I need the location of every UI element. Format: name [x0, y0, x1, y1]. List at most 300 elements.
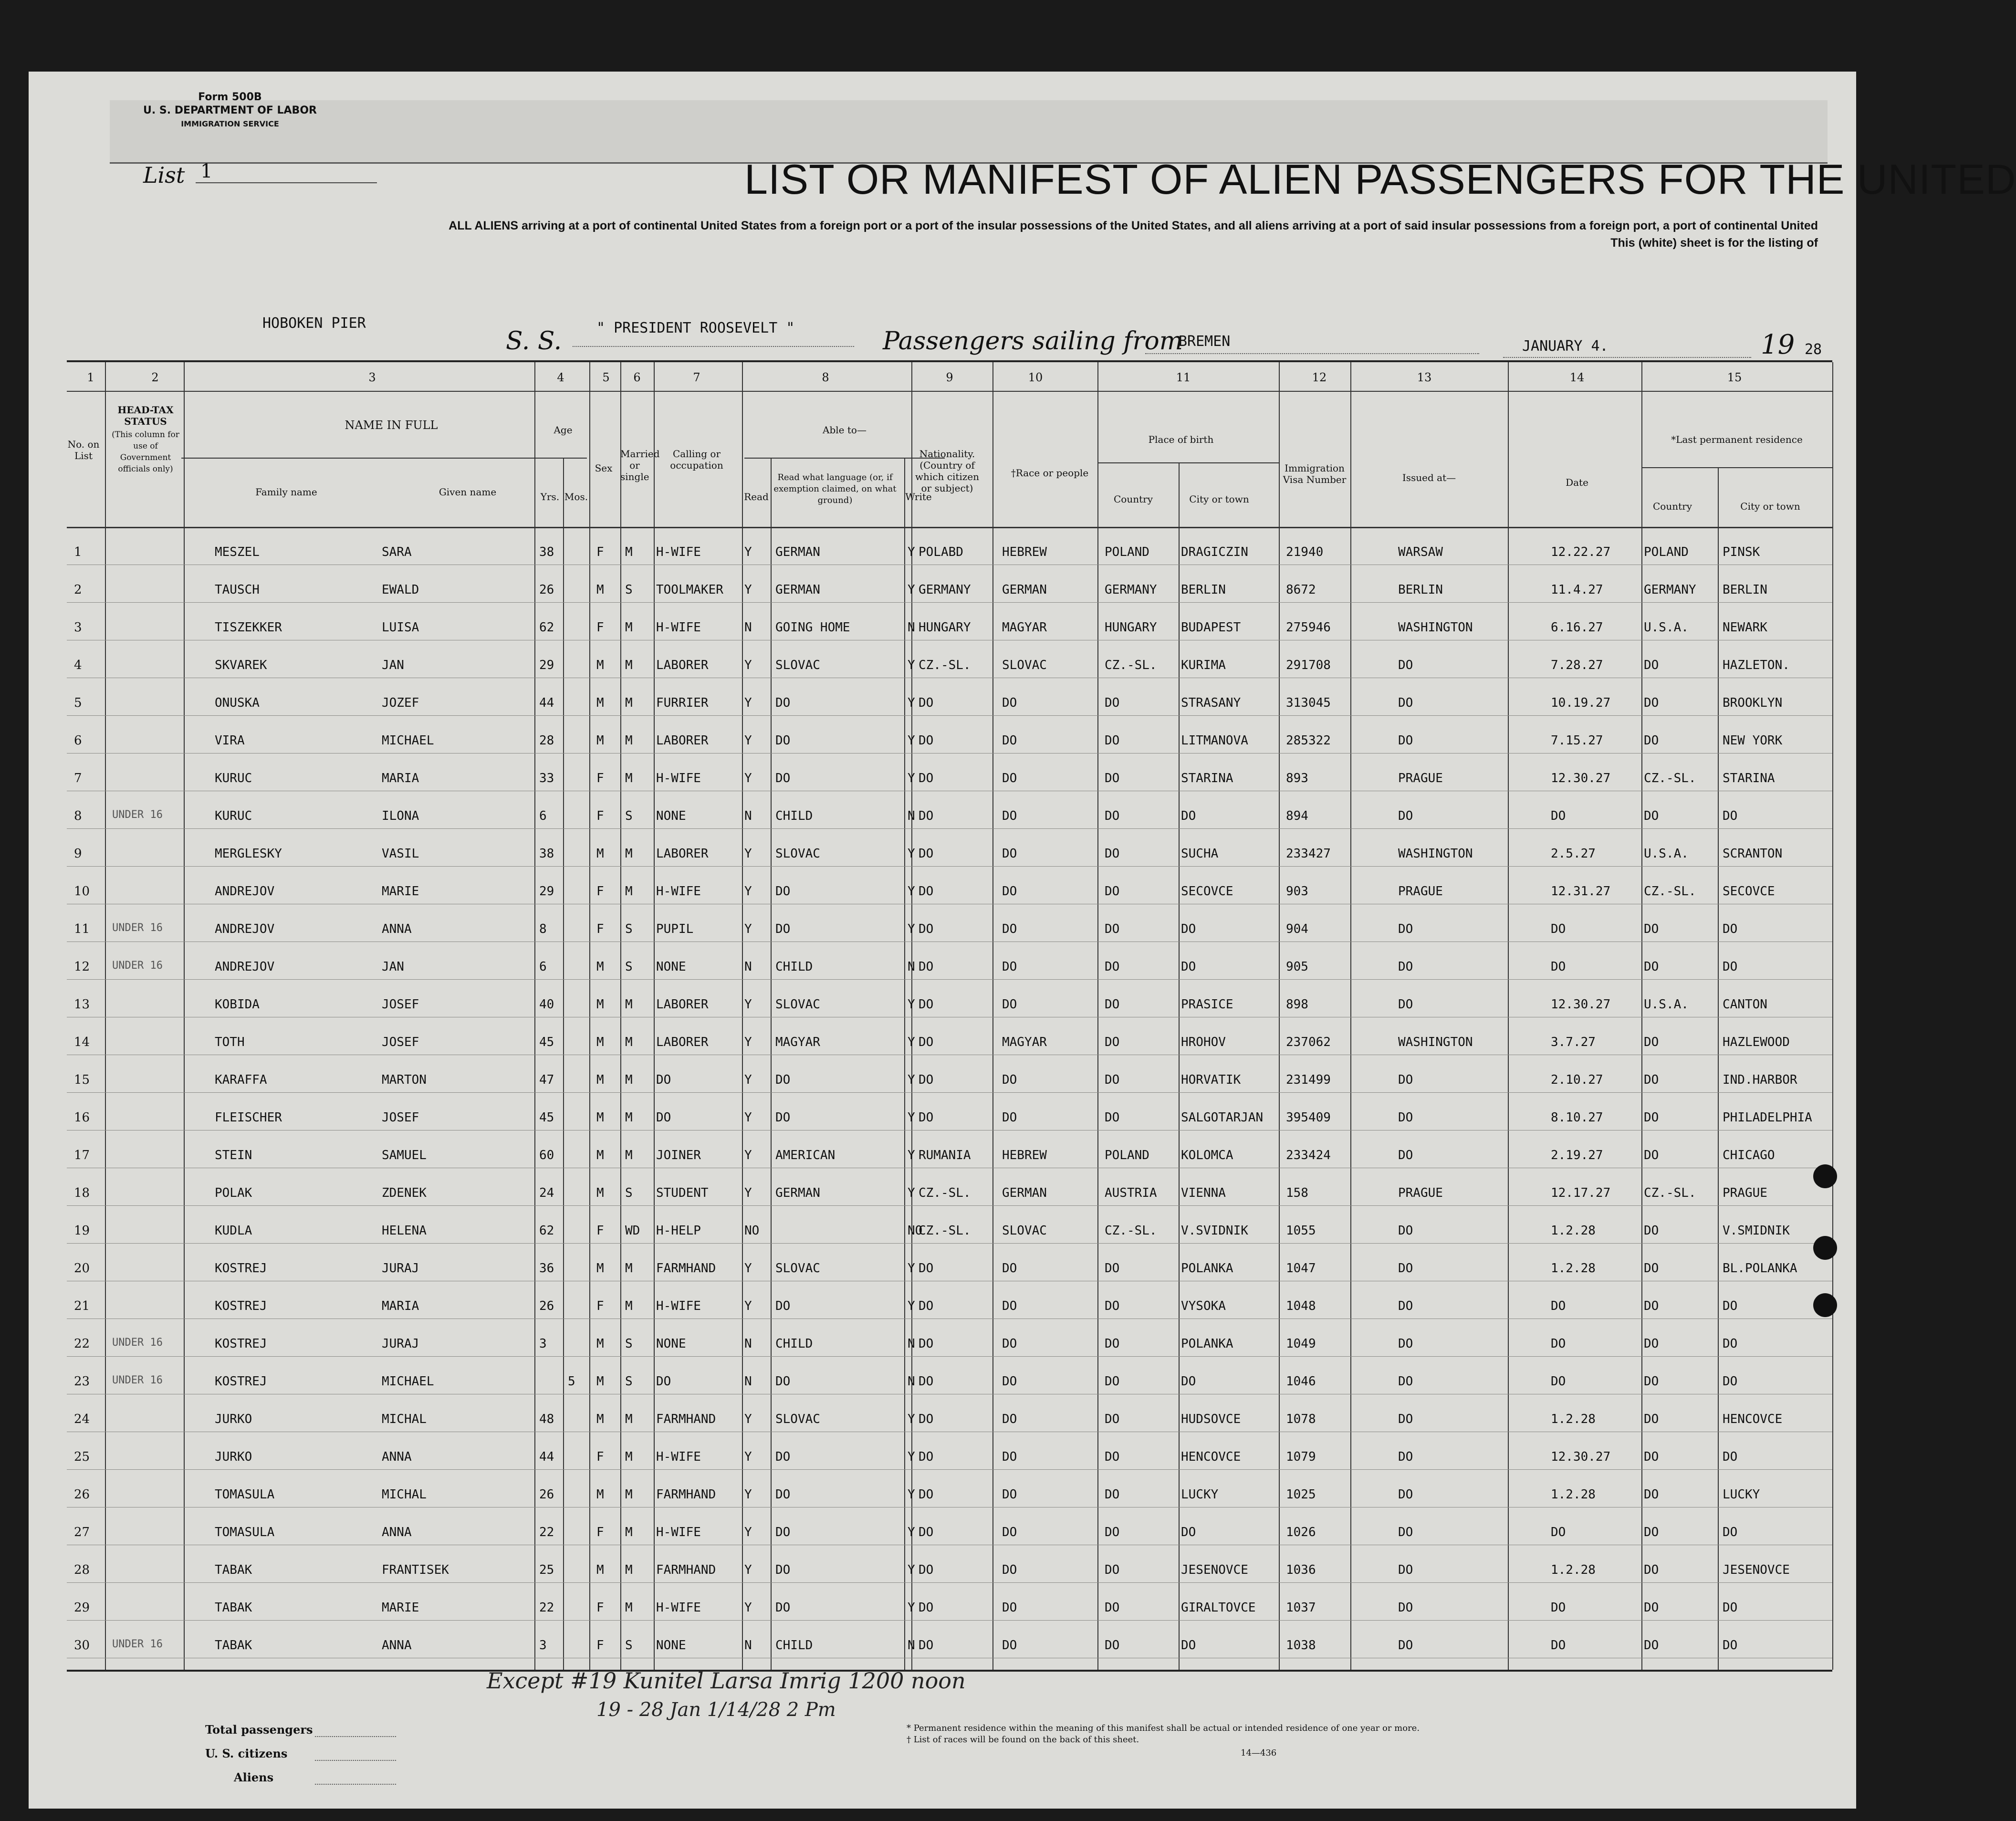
- nationality: RUMANIA: [919, 1148, 971, 1162]
- row-number: 20: [74, 1261, 90, 1276]
- issue-date: DO: [1551, 960, 1566, 974]
- marital-status: M: [625, 771, 633, 785]
- occupation: FARMHAND: [656, 1412, 716, 1426]
- row-divider: [67, 1092, 1832, 1093]
- issued-at: DO: [1398, 1412, 1413, 1426]
- can-read: Y: [744, 922, 752, 936]
- residence-city: STARINA: [1723, 771, 1775, 785]
- colnum-5: 5: [602, 371, 610, 384]
- visa-number: 1055: [1286, 1224, 1316, 1238]
- given-name: JURAJ: [382, 1261, 419, 1276]
- family-name: STEIN: [215, 1148, 252, 1162]
- hdr-yrs: Yrs.: [540, 491, 560, 502]
- hdr-family-name: Family name: [255, 486, 317, 498]
- can-write: Y: [908, 1261, 915, 1276]
- can-read: Y: [744, 1563, 752, 1577]
- residence-city: DO: [1723, 1337, 1738, 1351]
- issue-date: DO: [1551, 922, 1566, 936]
- marital-status: M: [625, 884, 633, 899]
- race: DO: [1002, 997, 1017, 1012]
- can-write: Y: [908, 1563, 915, 1577]
- birth-city: SECOVCE: [1181, 884, 1233, 899]
- nationality: DO: [919, 1374, 934, 1389]
- colnum-2: 2: [151, 371, 159, 384]
- can-read: Y: [744, 733, 752, 748]
- read-language: DO: [775, 696, 791, 710]
- residence-country: DO: [1644, 1601, 1659, 1615]
- can-read: N: [744, 1337, 752, 1351]
- punch-hole: [1813, 1164, 1837, 1188]
- birth-city: GIRALTOVCE: [1181, 1601, 1256, 1615]
- visa-number: 1078: [1286, 1412, 1316, 1426]
- read-language: DO: [775, 1299, 791, 1313]
- residence-country: DO: [1644, 696, 1659, 710]
- total-dotline: [315, 1736, 396, 1737]
- column-divider: [654, 362, 655, 1670]
- can-read: Y: [744, 847, 752, 861]
- marital-status: S: [625, 809, 633, 823]
- given-name: MARTON: [382, 1073, 427, 1087]
- read-language: CHILD: [775, 1337, 813, 1351]
- department-name: U. S. DEPARTMENT OF LABOR: [143, 105, 317, 116]
- departure-port: BREMEN: [1179, 333, 1231, 350]
- issued-at: DO: [1398, 960, 1413, 974]
- marital-status: M: [625, 847, 633, 861]
- row-divider: [67, 1620, 1832, 1621]
- residence-country: DO: [1644, 1525, 1659, 1539]
- sex: M: [596, 847, 604, 861]
- hdr-no-on-list: No. on List: [67, 439, 100, 461]
- manifest-table: [67, 360, 1832, 1672]
- row-divider: [67, 602, 1832, 603]
- read-language: MAGYAR: [775, 1035, 820, 1049]
- residence-country: DO: [1644, 1110, 1659, 1125]
- read-language: DO: [775, 1110, 791, 1125]
- occupation: LABORER: [656, 847, 709, 861]
- birth-city: DO: [1181, 1525, 1196, 1539]
- family-name: TABAK: [215, 1601, 252, 1615]
- column-divider: [1097, 362, 1098, 1670]
- occupation: FARMHAND: [656, 1487, 716, 1502]
- given-name: ANNA: [382, 1525, 412, 1539]
- residence-city: LUCKY: [1723, 1487, 1760, 1502]
- citizens-dotline: [315, 1760, 396, 1761]
- sex: F: [596, 545, 604, 559]
- race: SLOVAC: [1002, 1224, 1047, 1238]
- residence-country: CZ.-SL.: [1644, 771, 1696, 785]
- can-write: Y: [908, 1525, 915, 1539]
- issued-at: DO: [1398, 658, 1413, 672]
- colnum-15: 15: [1727, 371, 1742, 384]
- list-value: 1: [200, 160, 213, 182]
- row-number: 8: [74, 809, 82, 823]
- row-number: 25: [74, 1450, 90, 1464]
- age-years: 45: [539, 1110, 554, 1125]
- nationality: DO: [919, 922, 934, 936]
- given-name: MICHAEL: [382, 733, 434, 748]
- age-years: 6: [539, 960, 547, 974]
- column-divider: [1279, 362, 1280, 1670]
- birth-city: KOLOMCA: [1181, 1148, 1233, 1162]
- year-suffix: 28: [1805, 341, 1822, 358]
- subtitle-line-1: ALL ALIENS arriving at a port of continental United States from a foreign port or a port of the insular possessions of the United States, and all aliens arriving at a port of said insular possessions from a foreign port, a port of continental United: [449, 219, 1818, 232]
- can-write: Y: [908, 1412, 915, 1426]
- visa-number: 1046: [1286, 1374, 1316, 1389]
- can-write: Y: [908, 1110, 915, 1125]
- birth-city: STRASANY: [1181, 696, 1241, 710]
- occupation: H-WIFE: [656, 1601, 701, 1615]
- issue-date: 7.28.27: [1551, 658, 1603, 672]
- residence-country: DO: [1644, 1073, 1659, 1087]
- residence-city: CANTON: [1723, 997, 1767, 1012]
- age-years: 29: [539, 658, 554, 672]
- page-title: LIST OR MANIFEST OF ALIEN PASSENGERS FOR THE UNITED: [744, 156, 2016, 203]
- read-language: DO: [775, 1073, 791, 1087]
- row-number: 23: [74, 1374, 90, 1389]
- hdr-issued-at: Issued at—: [1402, 472, 1456, 483]
- row-divider: [67, 1205, 1832, 1206]
- colnum-12: 12: [1312, 371, 1327, 384]
- row-number: 6: [74, 733, 82, 748]
- residence-country: U.S.A.: [1644, 997, 1689, 1012]
- given-name: ANNA: [382, 1450, 412, 1464]
- issue-date: 12.17.27: [1551, 1186, 1611, 1200]
- hdr-write: Write: [905, 491, 932, 502]
- occupation: FARMHAND: [656, 1261, 716, 1276]
- sex: M: [596, 1412, 604, 1426]
- row-divider: [67, 979, 1832, 980]
- sex: M: [596, 1261, 604, 1276]
- issued-at: DO: [1398, 1374, 1413, 1389]
- age-years: 47: [539, 1073, 554, 1087]
- issued-at: DO: [1398, 1261, 1413, 1276]
- birth-city: DO: [1181, 1638, 1196, 1653]
- hdr-mos: Mos.: [564, 491, 588, 502]
- birth-country: GERMANY: [1105, 583, 1157, 597]
- read-language: DO: [775, 1525, 791, 1539]
- issue-date: 1.2.28: [1551, 1412, 1596, 1426]
- column-divider: [1350, 362, 1351, 1670]
- occupation: H-WIFE: [656, 884, 701, 899]
- read-language: SLOVAC: [775, 658, 820, 672]
- birth-country: DO: [1105, 1412, 1120, 1426]
- birth-city: DO: [1181, 1374, 1196, 1389]
- read-language: GOING HOME: [775, 620, 850, 635]
- can-read: Y: [744, 1035, 752, 1049]
- residence-city: NEW YORK: [1723, 733, 1783, 748]
- can-write: Y: [908, 771, 915, 785]
- residence-city: DO: [1723, 922, 1738, 936]
- visa-number: 233427: [1286, 847, 1331, 861]
- given-name: MARIE: [382, 1601, 419, 1615]
- row-number: 2: [74, 583, 82, 597]
- family-name: KUDLA: [215, 1224, 252, 1238]
- row-number: 19: [74, 1224, 90, 1238]
- age-years: 6: [539, 809, 547, 823]
- visa-number: 231499: [1286, 1073, 1331, 1087]
- family-name: KOSTREJ: [215, 1374, 267, 1389]
- nationality: DO: [919, 1337, 934, 1351]
- service-name: IMMIGRATION SERVICE: [181, 119, 279, 128]
- head-tax-status: UNDER 16: [112, 809, 163, 821]
- residence-city: SCRANTON: [1723, 847, 1783, 861]
- sex: F: [596, 620, 604, 635]
- marital-status: M: [625, 620, 633, 635]
- residence-country: DO: [1644, 1035, 1659, 1049]
- colnum-8: 8: [822, 371, 829, 384]
- row-number: 17: [74, 1148, 90, 1162]
- given-name: VASIL: [382, 847, 419, 861]
- family-name: KOSTREJ: [215, 1337, 267, 1351]
- nationality: DO: [919, 1525, 934, 1539]
- underlying-sheet-strip: [110, 100, 1828, 164]
- family-name: TAUSCH: [215, 583, 260, 597]
- row-number: 7: [74, 771, 82, 785]
- residence-country: DO: [1644, 809, 1659, 823]
- occupation: DO: [656, 1374, 671, 1389]
- sex: M: [596, 658, 604, 672]
- occupation: TOOLMAKER: [656, 583, 723, 597]
- column-divider: [105, 362, 106, 1670]
- sex: F: [596, 1525, 604, 1539]
- can-read: Y: [744, 1186, 752, 1200]
- can-read: Y: [744, 583, 752, 597]
- race: GERMAN: [1002, 583, 1047, 597]
- occupation: FARMHAND: [656, 1563, 716, 1577]
- hdr-age: Age: [554, 424, 573, 436]
- given-name: JAN: [382, 658, 404, 672]
- residence-city: DO: [1723, 809, 1738, 823]
- punch-hole: [1813, 1293, 1837, 1317]
- birth-country: HUNGARY: [1105, 620, 1157, 635]
- issue-date: 12.31.27: [1551, 884, 1611, 899]
- can-write: N: [908, 620, 915, 635]
- visa-number: 285322: [1286, 733, 1331, 748]
- given-name: SARA: [382, 545, 412, 559]
- family-name: TISZEKKER: [215, 620, 282, 635]
- occupation: H-WIFE: [656, 771, 701, 785]
- age-years: 44: [539, 1450, 554, 1464]
- residence-city: HAZLETON.: [1723, 658, 1790, 672]
- list-label: List: [143, 162, 185, 188]
- residence-city: PHILADELPHIA: [1723, 1110, 1812, 1125]
- marital-status: S: [625, 1337, 633, 1351]
- visa-number: 158: [1286, 1186, 1308, 1200]
- given-name: JOSEF: [382, 1035, 419, 1049]
- can-write: N: [908, 1337, 915, 1351]
- residence-city: DO: [1723, 1374, 1738, 1389]
- age-years: 45: [539, 1035, 554, 1049]
- birth-country: DO: [1105, 1525, 1120, 1539]
- nationality: DO: [919, 1601, 934, 1615]
- issue-date: DO: [1551, 1525, 1566, 1539]
- row-divider: [67, 1582, 1832, 1583]
- occupation: H-WIFE: [656, 1299, 701, 1313]
- race: DO: [1002, 1299, 1017, 1313]
- birth-city: SUCHA: [1181, 847, 1219, 861]
- column-divider: [1832, 362, 1833, 1670]
- birth-country: CZ.-SL.: [1105, 1224, 1157, 1238]
- birth-city: LUCKY: [1181, 1487, 1219, 1502]
- visa-number: 1036: [1286, 1563, 1316, 1577]
- can-read: Y: [744, 1412, 752, 1426]
- issued-at: DO: [1398, 1110, 1413, 1125]
- nationality: CZ.-SL.: [919, 1186, 971, 1200]
- row-divider: [67, 1469, 1832, 1470]
- birth-city: DO: [1181, 960, 1196, 974]
- age-years: 26: [539, 583, 554, 597]
- colnum-14: 14: [1569, 371, 1585, 384]
- issued-at: PRAGUE: [1398, 771, 1443, 785]
- hdr-issue-date: Date: [1566, 477, 1588, 488]
- age-years: 22: [539, 1525, 554, 1539]
- nationality: DO: [919, 771, 934, 785]
- marital-status: S: [625, 960, 633, 974]
- birth-city: POLANKA: [1181, 1261, 1233, 1276]
- occupation: PUPIL: [656, 922, 694, 936]
- hdr-name-in-full: NAME IN FULL: [345, 419, 438, 432]
- marital-status: M: [625, 1412, 633, 1426]
- read-language: DO: [775, 771, 791, 785]
- age-years: 44: [539, 696, 554, 710]
- can-read: Y: [744, 1601, 752, 1615]
- issue-date: DO: [1551, 1337, 1566, 1351]
- race: DO: [1002, 696, 1017, 710]
- age-years: 22: [539, 1601, 554, 1615]
- row-number: 21: [74, 1299, 90, 1313]
- nationality: CZ.-SL.: [919, 1224, 971, 1238]
- row-number: 18: [74, 1186, 90, 1200]
- colnum-9: 9: [946, 371, 953, 384]
- visa-number: 233424: [1286, 1148, 1331, 1162]
- given-name: MICHAL: [382, 1487, 427, 1502]
- issue-date: 1.2.28: [1551, 1563, 1596, 1577]
- race: DO: [1002, 1525, 1017, 1539]
- issued-at: DO: [1398, 733, 1413, 748]
- issue-date: 12.30.27: [1551, 997, 1611, 1012]
- visa-number: 1047: [1286, 1261, 1316, 1276]
- can-write: Y: [908, 1148, 915, 1162]
- given-name: EWALD: [382, 583, 419, 597]
- race: DO: [1002, 733, 1017, 748]
- marital-status: S: [625, 1374, 633, 1389]
- row-divider: [67, 828, 1832, 829]
- nationality: DO: [919, 809, 934, 823]
- issued-at: WASHINGTON: [1398, 847, 1473, 861]
- hdr-read-language: Read what language (or, if exemption claimed, on what ground): [773, 472, 897, 505]
- birth-city: BUDAPEST: [1181, 620, 1241, 635]
- family-name: KARAFFA: [215, 1073, 267, 1087]
- subtitle: [406, 217, 1818, 251]
- issue-date: 1.2.28: [1551, 1224, 1596, 1238]
- given-name: FRANTISEK: [382, 1563, 449, 1577]
- race: DO: [1002, 1337, 1017, 1351]
- header-divider: [67, 391, 1832, 392]
- can-read: Y: [744, 1525, 752, 1539]
- issued-at: DO: [1398, 1563, 1413, 1577]
- occupation: H-WIFE: [656, 1525, 701, 1539]
- sex: M: [596, 1186, 604, 1200]
- sex: M: [596, 696, 604, 710]
- issue-date: 1.2.28: [1551, 1261, 1596, 1276]
- race: DO: [1002, 1638, 1017, 1653]
- row-number: 14: [74, 1035, 90, 1049]
- column-divider: [742, 362, 743, 1670]
- race: DO: [1002, 771, 1017, 785]
- family-name: KOSTREJ: [215, 1299, 267, 1313]
- race: DO: [1002, 1412, 1017, 1426]
- birth-country: DO: [1105, 1299, 1120, 1313]
- birth-country: DO: [1105, 1601, 1120, 1615]
- list-underline: [196, 182, 377, 183]
- hdr-place-of-birth: Place of birth: [1148, 434, 1214, 445]
- residence-country: DO: [1644, 922, 1659, 936]
- sex: M: [596, 1374, 604, 1389]
- given-name: ZDENEK: [382, 1186, 427, 1200]
- issue-date: 2.19.27: [1551, 1148, 1603, 1162]
- residence-country: DO: [1644, 1563, 1659, 1577]
- sex: M: [596, 1073, 604, 1087]
- hdr-visa: Immigration Visa Number: [1283, 462, 1347, 485]
- birth-country: DO: [1105, 696, 1120, 710]
- can-write: Y: [908, 1073, 915, 1087]
- issue-date: DO: [1551, 1638, 1566, 1653]
- form-header: [143, 91, 317, 131]
- can-read: N: [744, 809, 752, 823]
- race: DO: [1002, 1110, 1017, 1125]
- race: HEBREW: [1002, 1148, 1047, 1162]
- given-name: JAN: [382, 960, 404, 974]
- issue-date: DO: [1551, 1601, 1566, 1615]
- birth-city: LITMANOVA: [1181, 733, 1248, 748]
- visa-number: 894: [1286, 809, 1308, 823]
- head-tax-status: UNDER 16: [112, 960, 163, 972]
- residence-country: DO: [1644, 1374, 1659, 1389]
- nationality: DO: [919, 1487, 934, 1502]
- sex: M: [596, 1110, 604, 1125]
- visa-number: 237062: [1286, 1035, 1331, 1049]
- birth-city: VYSOKA: [1181, 1299, 1226, 1313]
- row-number: 10: [74, 884, 90, 899]
- nationality: DO: [919, 960, 934, 974]
- row-number: 3: [74, 620, 82, 635]
- can-read: N: [744, 1638, 752, 1653]
- hdr-head-tax-note: (This column for use of Government officials only): [112, 430, 179, 474]
- marital-status: M: [625, 1110, 633, 1125]
- row-number: 27: [74, 1525, 90, 1539]
- sailing-label: Passengers sailing from: [883, 327, 1183, 356]
- issued-at: DO: [1398, 922, 1413, 936]
- family-name: JURKO: [215, 1450, 252, 1464]
- occupation: DO: [656, 1073, 671, 1087]
- marital-status: M: [625, 1148, 633, 1162]
- age-years: 62: [539, 620, 554, 635]
- can-write: N: [908, 809, 915, 823]
- age-years: 33: [539, 771, 554, 785]
- birth-city: POLANKA: [1181, 1337, 1233, 1351]
- row-divider: [67, 753, 1832, 754]
- read-language: AMERICAN: [775, 1148, 836, 1162]
- residence-country: CZ.-SL.: [1644, 884, 1696, 899]
- marital-status: M: [625, 733, 633, 748]
- issued-at: DO: [1398, 696, 1413, 710]
- age-years: 24: [539, 1186, 554, 1200]
- can-read: Y: [744, 658, 752, 672]
- can-write: Y: [908, 847, 915, 861]
- residence-country: DO: [1644, 1487, 1659, 1502]
- row-number: 24: [74, 1412, 90, 1426]
- issued-at: WARSAW: [1398, 545, 1443, 559]
